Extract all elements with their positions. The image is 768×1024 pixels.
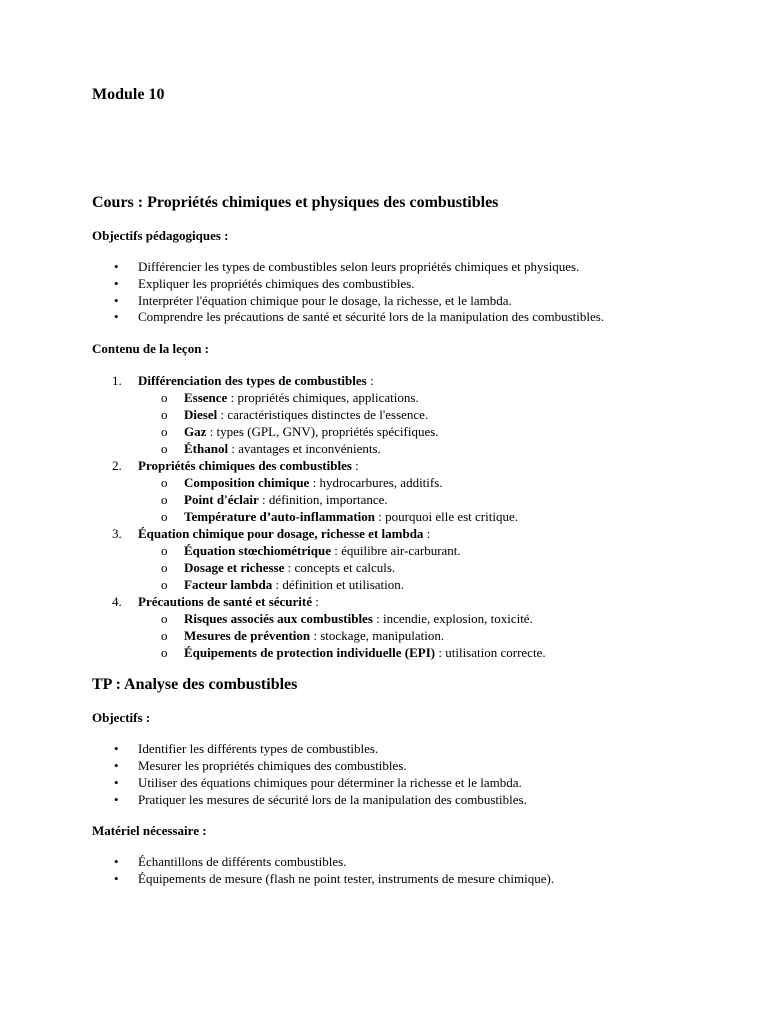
sub-item — [138, 491, 732, 508]
list-item: • Pratiquer les mesures de sécurité lors de la manipulation des combustibles. — [92, 792, 732, 809]
list-item: • Utiliser des équations chimiques pour déterminer la richesse et le lambda. — [92, 775, 732, 792]
sub-item-text: : hydrocarbures, additifs. — [309, 475, 443, 491]
item-number: 4. — [112, 594, 122, 610]
cours-title: Cours : Propriétés chimiques et physiques des combustibles — [92, 194, 499, 211]
list-item: • Mesurer les propriétés chimiques des combustibles. — [92, 758, 732, 775]
contenu-item-2 — [92, 457, 732, 525]
sub-item — [138, 423, 732, 440]
sub-item — [138, 627, 732, 644]
sub-item-text: : caractéristiques distinctes de l'essence. — [217, 407, 429, 423]
sub-item-term: Risques associés aux combustibles — [184, 611, 373, 627]
contenu-list — [92, 372, 732, 661]
sub-item-term: Éthanol — [184, 441, 229, 457]
sub-item — [138, 610, 732, 627]
item-title: Équation chimique pour dosage, richesse et lambda — [138, 526, 424, 542]
item-number: 1. — [112, 373, 122, 389]
sub-item-term: Diesel — [184, 407, 218, 423]
sub-item-text: : propriétés chimiques, applications. — [227, 390, 419, 406]
tp-objectifs-list — [92, 741, 732, 808]
tp-objectifs-label: Objectifs : — [92, 710, 151, 726]
item-suffix: : — [312, 594, 319, 610]
sub-item-text: : concepts et calculs. — [284, 560, 396, 576]
sub-item-term: Mesures de prévention — [184, 628, 311, 644]
item-suffix: : — [423, 526, 431, 542]
sub-item — [138, 508, 732, 525]
sub-list — [138, 389, 732, 457]
contenu-item-1 — [92, 372, 732, 457]
contenu-item-3 — [92, 525, 732, 593]
sub-item-term: Équipements de protection individuelle (EPI) — [184, 645, 436, 661]
list-item: • Équipements de mesure (flash ne point tester, instruments de mesure chimique). — [92, 871, 732, 888]
sub-item — [138, 389, 732, 406]
sub-item — [138, 576, 732, 593]
sub-item-text: : pourquoi elle est critique. — [375, 509, 518, 525]
cours-objectifs-list — [92, 259, 732, 326]
sub-item — [138, 440, 732, 457]
tp-title: TP : Analyse des combustibles — [92, 676, 298, 694]
sub-item-term: Température d’auto-inflammation — [184, 509, 376, 525]
list-item: • Différencier les types de combustibles selon leurs propriétés chimiques et physiques. — [92, 259, 732, 276]
sub-item — [138, 406, 732, 423]
sub-item-text: : incendie, explosion, toxicité. — [372, 611, 533, 627]
sub-item-text: : utilisation correcte. — [435, 645, 546, 661]
module-title: Module 10 — [92, 86, 165, 103]
list-item: • Comprendre les précautions de santé et sécurité lors de la manipulation des combustibles. — [92, 309, 732, 326]
sub-list — [138, 474, 732, 525]
list-item: • Interpréter l'équation chimique pour le dosage, la richesse, et le lambda. — [92, 293, 732, 310]
materiel-list — [92, 854, 732, 888]
sub-list — [138, 610, 732, 661]
sub-item-text: : définition et utilisation. — [272, 577, 405, 593]
item-title: Propriétés chimiques des combustibles — [138, 458, 352, 474]
item-number: 2. — [112, 458, 122, 474]
sub-item — [138, 559, 732, 576]
sub-item-term: Essence — [184, 390, 228, 406]
item-title: Différenciation des types de combustibles — [138, 373, 367, 389]
list-item: • Échantillons de différents combustibles. — [92, 854, 732, 871]
sub-item — [138, 542, 732, 559]
item-suffix: : — [351, 458, 359, 474]
sub-item-term: Point d'éclair — [184, 492, 259, 508]
sub-item-text: : types (GPL, GNV), propriétés spécifiques. — [206, 424, 439, 440]
sub-item-text: : avantages et inconvénients. — [228, 441, 381, 457]
item-suffix: : — [366, 373, 374, 389]
sub-item-text: : équilibre air-carburant. — [330, 543, 461, 559]
contenu-item-4 — [92, 593, 732, 661]
sub-list — [138, 542, 732, 593]
sub-item-term: Dosage et richesse — [184, 560, 285, 576]
item-title: Précautions de santé et sécurité — [138, 594, 313, 610]
sub-item — [138, 644, 732, 661]
contenu-label: Contenu de la leçon : — [92, 341, 209, 357]
sub-item-term: Composition chimique — [184, 475, 310, 491]
list-item: • Identifier les différents types de combustibles. — [92, 741, 732, 758]
cours-objectifs-label: Objectifs pédagogiques : — [92, 228, 229, 243]
sub-item-term: Gaz — [184, 424, 207, 440]
materiel-label: Matériel nécessaire : — [92, 823, 207, 839]
item-number: 3. — [112, 526, 122, 542]
sub-item-term: Facteur lambda — [184, 577, 273, 593]
sub-item — [138, 474, 732, 491]
sub-item-text: : stockage, manipulation. — [310, 628, 445, 644]
document-body — [92, 193, 732, 888]
sub-item-term: Équation stœchiométrique — [184, 543, 331, 559]
sub-item-text: : définition, importance. — [258, 492, 388, 508]
list-item: • Expliquer les propriétés chimiques des combustibles. — [92, 276, 732, 293]
